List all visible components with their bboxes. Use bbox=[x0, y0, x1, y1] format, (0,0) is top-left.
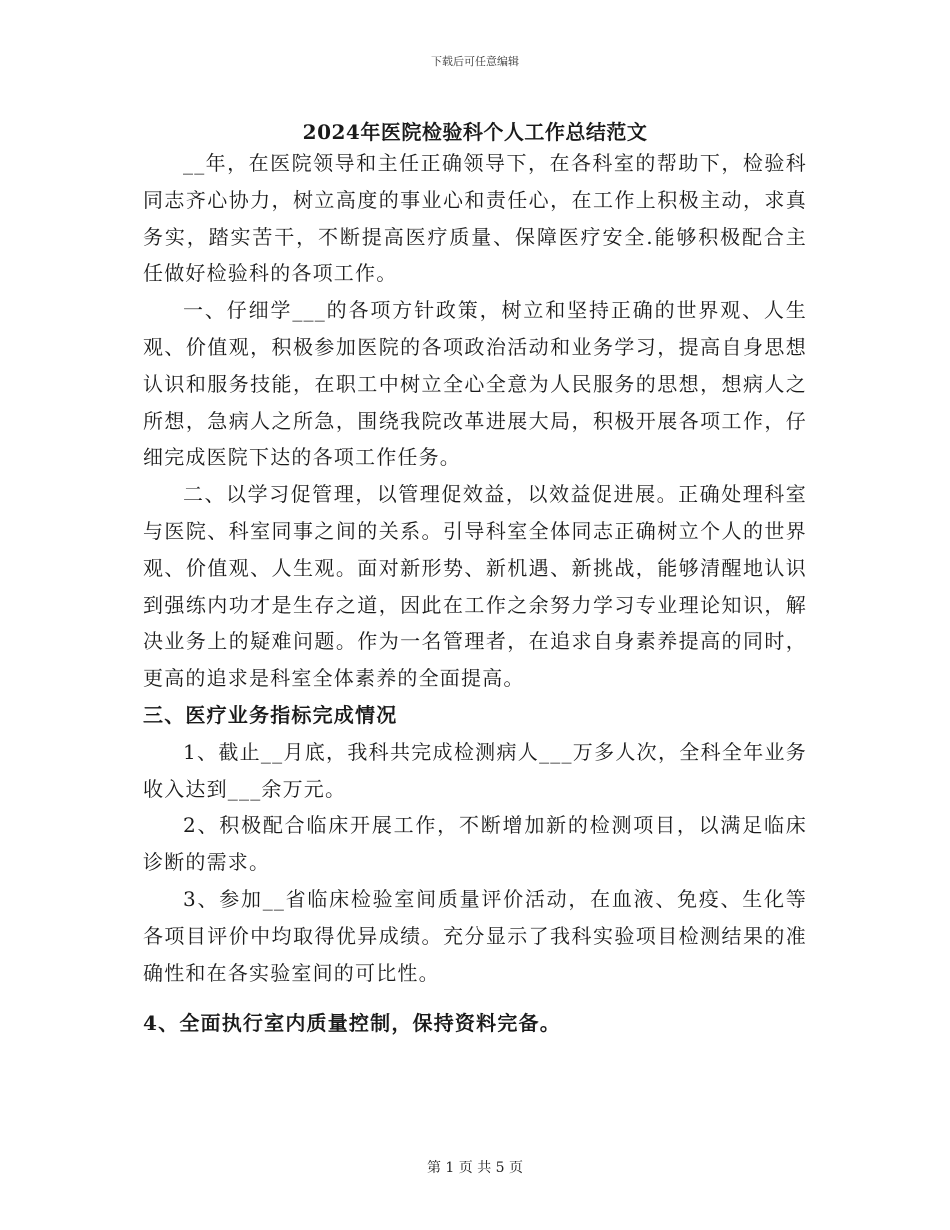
item-1-paragraph: 1、截止__月底，我科共完成检测病人___万多人次，全科全年业务收入达到___余万元。 bbox=[143, 739, 807, 801]
section-1-paragraph: 一、仔细学___的各项方针政策，树立和坚持正确的世界观、人生观、价值观，积极参加医院的各项政治活动和业务学习，提高自身思想认识和服务技能，在职工中树立全心全意为人民服务的思想，想病人之所想，急病人之所急，围绕我院改革进展大局，积极开展各项工作，仔细完成医院下达的各项工作任务。 bbox=[143, 298, 807, 470]
item-4-heading: 4、全面执行室内质量控制，保持资料完备。 bbox=[143, 1011, 561, 1036]
page-footer: 第 1 页 共 5 页 bbox=[426, 1160, 524, 1176]
intro-paragraph: __年，在医院领导和主任正确领导下，在各科室的帮助下，检验科同志齐心协力，树立高度的事业心和责任心，在工作上积极主动，求真务实，踏实苦干，不断提高医疗质量、保障医疗安全.能够积极配合主任做好检验科的各项工作。 bbox=[143, 151, 807, 286]
section-2-paragraph: 二、以学习促管理，以管理促效益，以效益促进展。正确处理科室与医院、科室同事之间的关系。引导科室全体同志正确树立个人的世界观、价值观、人生观。面对新形势、新机遇、新挑战，能够清醒地认识到强练内功才是生存之道，因此在工作之余努力学习专业理论知识，解决业务上的疑难问题。作为一名管理者，在追求自身素养提高的同时，更高的追求是科室全体素养的全面提高。 bbox=[143, 482, 807, 691]
document-title: 2024年医院检验科个人工作总结范文 bbox=[302, 120, 648, 144]
section-3-heading: 三、医疗业务指标完成情况 bbox=[143, 702, 398, 727]
item-3-paragraph: 3、参加__省临床检验室间质量评价活动，在血液、免疫、生化等各项目评价中均取得优异成绩。充分显示了我科实验项目检测结果的准确性和在各实验室间的可比性。 bbox=[143, 886, 807, 985]
page-header: 下载后可任意编辑 bbox=[431, 55, 519, 68]
item-2-paragraph: 2、积极配合临床开展工作，不断增加新的检测项目，以满足临床诊断的需求。 bbox=[143, 813, 807, 875]
document-body bbox=[143, 145, 807, 1042]
